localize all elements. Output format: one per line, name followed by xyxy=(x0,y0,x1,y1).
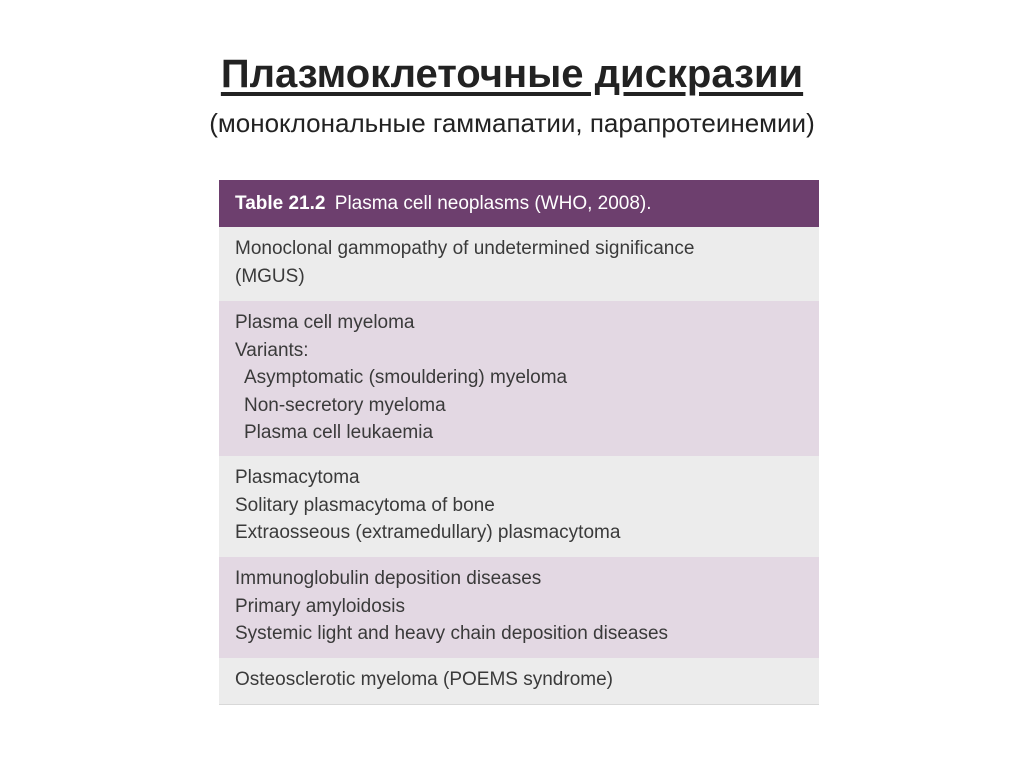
table-line: Immunoglobulin deposition diseases xyxy=(235,568,542,589)
table-group-myeloma xyxy=(219,301,819,456)
table-line: Non-secretory myeloma xyxy=(244,394,446,416)
table-line: Monoclonal gammopathy of undetermined significance xyxy=(235,238,695,259)
table-line: Osteosclerotic myeloma (POEMS syndrome) xyxy=(235,669,613,690)
table-line: Systemic light and heavy chain deposition diseases xyxy=(235,623,669,644)
table-caption: Plasma cell neoplasms (WHO, 2008). xyxy=(334,193,652,214)
neoplasm-table xyxy=(219,180,819,705)
table-header xyxy=(219,180,819,227)
table-line: Plasma cell leukaemia xyxy=(244,422,434,443)
table-line: Plasma cell myeloma xyxy=(235,312,415,333)
slide-title: Плазмоклеточные дискразии xyxy=(220,52,804,96)
table-group-deposition xyxy=(219,557,819,658)
table-line: Primary amyloidosis xyxy=(235,595,405,617)
table-line: Variants: xyxy=(235,339,309,361)
table-group-plasmacytoma xyxy=(219,456,819,557)
slide-subtitle: (моноклональные гаммапатии, парапротеинемии) xyxy=(209,108,815,138)
table-number: Table 21.2 xyxy=(235,193,326,214)
table-group-poems xyxy=(219,658,819,704)
table-line: Asymptomatic (smouldering) myeloma xyxy=(244,367,568,388)
table-line: Plasmacytoma xyxy=(235,467,360,488)
table-line: (MGUS) xyxy=(235,265,305,287)
table-group-mgus xyxy=(219,227,819,301)
table-line: Solitary plasmacytoma of bone xyxy=(235,494,495,516)
table-line: Extraosseous (extramedullary) plasmacytoma xyxy=(235,522,621,543)
